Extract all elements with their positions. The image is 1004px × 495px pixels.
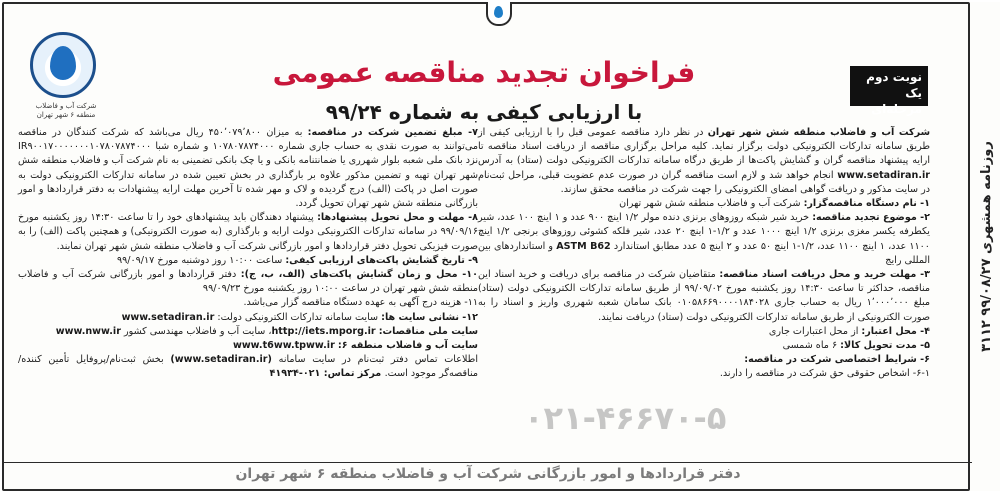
section-8 xyxy=(18,211,478,254)
section-12-title: ۱۲- نشانی سایت ها: xyxy=(381,311,478,323)
section-2-title: ۲- موضوع تجدید مناقصه: xyxy=(812,212,930,224)
section-3-title: ۳- مهلت خرید و محل دریافت اسناد مناقصه: xyxy=(719,269,930,281)
nww-url-link[interactable]: www.nww.ir xyxy=(55,325,121,337)
section-11: ۱۱- هزینه درج آگهی به عهده دستگاه مناقصه گزار می‌باشد. xyxy=(243,297,478,309)
section-13-text: اطلاعات تماس دفتر ثبت‌نام در سایت سامانه xyxy=(278,354,478,366)
footer-divider xyxy=(4,462,972,463)
section-4-title: ۴- محل اعتبار: xyxy=(861,325,930,337)
newspaper-side-label: روزنامه همشهری ۹۹/۰۸/۲۷ ۳۱۱۲ xyxy=(978,141,994,352)
intro-text: در نظر دارد مناقصه عمومی قبل را با ارزیابی کیفی از طریق سامانه تدارکات الکترونیکی دولت برگزار نماید. کلیه مراحل برگزاری مناقصه از دریافت اسناد مناقصه تا ارایه پیشنهاد مناقصه گران و گشایش پاکت‌ها از طریق درگاه سامانه تدارکات الکترونیکی دولت (ستاد) به آدرس xyxy=(478,127,930,167)
section-1 xyxy=(478,197,930,211)
section-10 xyxy=(18,268,478,296)
section-5 xyxy=(478,339,930,353)
page-subtitle: با ارزیابی کیفی به شماره ۹۹/۲۴ xyxy=(325,100,643,124)
contact-center-title: مرکز تماس: xyxy=(323,368,385,380)
logo-caption xyxy=(18,102,114,120)
section-9-title: ۹- تاریخ گشایش پاکت‌های ارزیابی کیفی: xyxy=(285,254,478,266)
section-12-text: سایت سامانه تدارکات الکترونیکی دولت: xyxy=(217,311,382,323)
company-logo xyxy=(18,30,114,126)
section-2-standard: ASTM B62 xyxy=(556,240,611,252)
section-7-text: به میزان ۴۵۰٬۰۷۹٬۸۰۰ ریال می‌باشد که شرکت کنندگان در مناقصه می‌توانند به صورت نقدی به حساب جاری شماره ۱۰۷۸۰۷۸۷۴۰۰۰ و شماره شبا IR۹۰۰۱۷۰۰۰۰۰۰۰۱۰۷۸۰۷۸۷۴۰۰۰ نزد بانک ملی شعبه بلوار شهرری یا ضمانتنامه بانکی و یا چک بانکی تضمینی به نام شرکت آب و فاضلاب منطقه شش شهر تهران تهیه و تضمین مذکور علاوه بر بارگذاری در بخش تعیین شده در سامانه تدارکات الکترونیکی دولت به صورت اصل در پاکت (الف) درج گردیده و لاک و مهر شده تا آخرین مهلت ارایه پیشنهادات به دفتر قراردادها و امور بازرگانی منطقه شش شهر تهران تحویل گردد. xyxy=(18,127,478,210)
section-5-title: ۵- مدت تحویل کالا: xyxy=(840,340,930,352)
round-badge xyxy=(850,66,928,116)
section-7-title: ۷- مبلغ تضمین شرکت در مناقصه: xyxy=(307,127,478,138)
region6-site-title: سایت آب و فاضلاب منطقه ۶: xyxy=(337,340,478,352)
section-13 xyxy=(18,353,478,381)
section-12 xyxy=(18,311,478,325)
section-6-1: ۶-۱- اشخاص حقوقی حق شرکت در مناقصه را دارند. xyxy=(719,368,930,380)
section-2-text: خرید شیر شبکه روزوهای برنزی دنده مولر ۱/۲ اینچ ۹۰۰ عدد و ۱ اینچ ۱۰۰ عدد، شیر یکطرفه یکسر مغزی برنزی ۱/۲ اینچ ۱۰۰۰ عدد و ۱/۲-۱ اینچ ۲۰ عدد، شیر فلکه کشوئی روزوهای برنجی ۱/۲ اینچ ۱۱۰۰ عدد، ۱ اینچ ۱۱۰۰ عدد، ۱/۲-۱ اینچ ۵۰ عدد و ۲ اینچ ۵ عدد مطابق استاندارد xyxy=(478,212,930,252)
section-5-text: ۶ ماه شمسی xyxy=(782,340,841,352)
logo-drop-icon xyxy=(50,46,76,80)
section-10-title: ۱۰- محل و زمان گشایش پاکت‌های (الف، ب، ج): xyxy=(240,269,478,281)
section-2 xyxy=(478,211,930,268)
water-drop-icon xyxy=(486,2,512,26)
section-13-tail: بخش ثبت‌نام/پروفایل تأمین کننده/ مناقصه‌گر موجود است. xyxy=(18,354,478,380)
right-column xyxy=(478,126,930,466)
nww-site-text: ، سایت آب و فاضلاب مهندسی کشور xyxy=(124,325,272,337)
section-12-c xyxy=(18,339,478,353)
contact-center-number: ۰۲۱-۴۱۹۳۴ xyxy=(269,368,324,380)
newspaper-side-strip xyxy=(972,2,1000,491)
footer-text: دفتر قراردادها و امور بازرگانی شرکت آب و فاضلاب منطقه ۶ شهر تهران xyxy=(235,466,741,482)
section-1-text: شرکت آب و فاضلاب منطقه شش شهر تهران xyxy=(619,198,804,210)
badge-line2: یک مرحله‌ای xyxy=(871,86,922,116)
section-3-text: متقاضیان شرکت در مناقصه برای دریافت و خرید اسناد این مناقصه، حداکثر تا ساعت ۱۴:۳۰ روز یکشنبه مورخ ۹۹/۰۹/۰۲ از طریق سامانه تدارکات الکترونیکی دولت (ستاد) مبلغ ۱٬۰۰۰٬۰۰۰ ریال به حساب جاری ۰۱۰۵۸۶۶۹۰۰۰۰۱۸۴۰۲۸ بانک سامان شعبه شهرری واریز و اسناد را به صورت الکترونیکی از طریق سامانه تدارکات الکترونیکی دولت (ستاد) دریافت نمایند. xyxy=(478,269,931,323)
setad-url-link[interactable]: www.setadiran.ir xyxy=(121,311,215,323)
intro-org: شرکت آب و فاضلاب منطقه شش شهر تهران xyxy=(707,127,931,138)
section-8-text: پیشنهاد دهندگان باید پیشنهادهای خود را تا ساعت ۱۴:۳۰ روز یکشنبه مورخ ۹۹/۰۹/۱۶ در سامانه تدارکات الکترونیکی دولت ارایه و بارگذاری (به صورت الکترونیکی) و همچنین پاکت (الف) را به صورت فیزیکی تحویل دفتر قراردادها و امور بازرگانی شرکت آب و فاضلاب منطقه شش شهر تهران نمایند. xyxy=(18,212,478,252)
watermark-phone: ۰۲۱-۴۶۶۷۰-۵ xyxy=(524,399,727,437)
section-6-title: ۶- شرایط اختصاصی شرکت در مناقصه: xyxy=(744,354,930,366)
section-7 xyxy=(18,126,478,211)
badge-line1: نوبت دوم xyxy=(866,70,922,84)
section-1-title: ۱- نام دستگاه مناقصه‌گزار: xyxy=(803,198,930,210)
section-6 xyxy=(478,353,930,367)
page xyxy=(2,2,1000,491)
notice-frame xyxy=(2,2,970,491)
section-4 xyxy=(478,325,930,339)
section-8-title: ۸- مهلت و محل تحویل پیشنهادها: xyxy=(317,212,478,224)
setad-url-link-2[interactable]: (www.setadiran.ir) xyxy=(170,354,272,366)
section-12-b xyxy=(18,325,478,339)
section-4-text: از محل اعتبارات جاری xyxy=(768,325,862,337)
intro-paragraph xyxy=(478,126,930,197)
iets-url-link[interactable]: http://iets.mporg.ir xyxy=(271,325,376,337)
section-2-tail: و استانداردهای بین المللی رایج xyxy=(478,240,930,266)
region6-url-link[interactable]: www.t6ww.tpww.ir xyxy=(232,340,335,352)
national-tenders-title: سایت ملی مناقصات: xyxy=(378,325,478,337)
logo-caption-line1: شرکت آب و فاضلاب xyxy=(35,102,97,110)
intro-url-link[interactable]: www.setadiran.ir xyxy=(837,169,930,181)
page-title: فراخوان تجدید مناقصه عمومی xyxy=(272,56,696,89)
section-9 xyxy=(18,254,478,268)
section-9-text: ساعت ۱۰:۰۰ روز دوشنبه مورخ ۹۹/۰۹/۱۷ xyxy=(116,254,286,266)
section-3 xyxy=(478,268,930,325)
logo-caption-line2: منطقه ۶ شهر تهران xyxy=(36,111,96,119)
intro-tail: انجام خواهد شد و لازم است مناقصه گران در صورت عدم عضویت قبلی، مراحل ثبت‌نام در سایت مذکور و دریافت گواهی امضای الکترونیکی را جهت شرکت در مناقصه محقق سازند. xyxy=(478,169,930,195)
left-column xyxy=(18,126,478,466)
section-10-text: دفتر قراردادها و امور بازرگانی شرکت آب و فاضلاب منطقه شش شهر تهران در ساعت ۱۰:۰۰ روز یکشنبه مورخ ۹۹/۰۹/۲۳ xyxy=(18,269,478,295)
